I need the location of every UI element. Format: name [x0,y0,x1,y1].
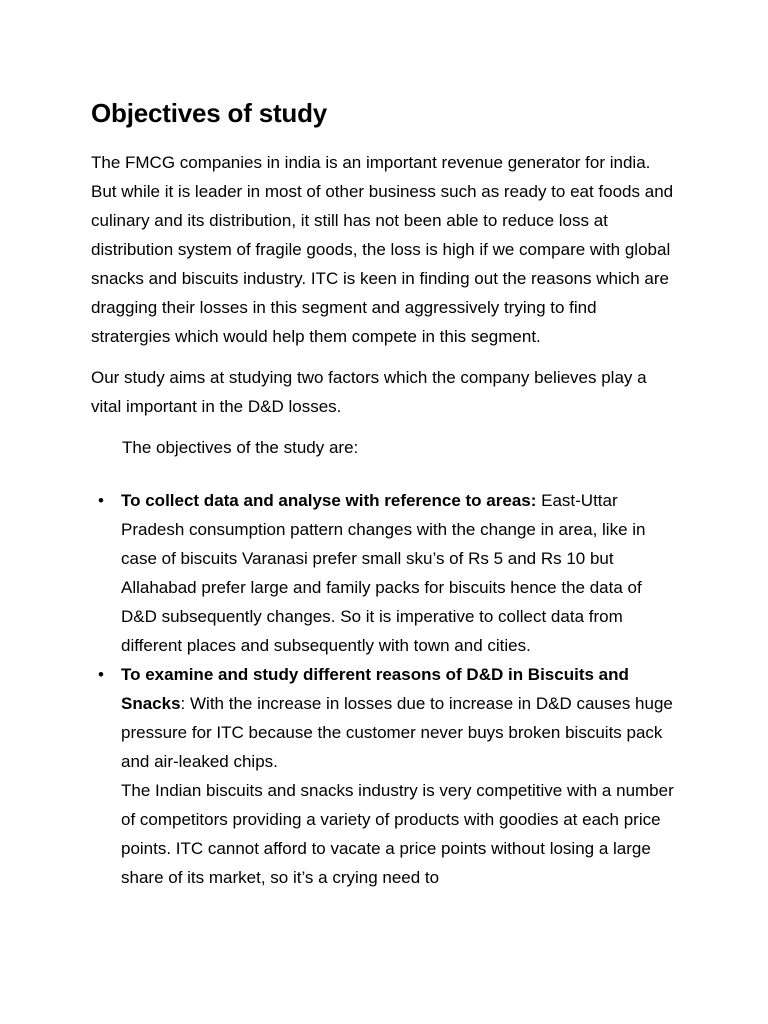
list-item [91,486,676,660]
list-item [91,660,676,892]
objective-text: : With the increase in losses due to increase in D&D causes huge pressure for ITC because the customer never buys broken biscuits pack and air-leaked chips. [121,694,673,771]
page-title: Objectives of study [91,98,328,128]
bullet-icon: • [98,665,104,684]
objective-continuation: The Indian biscuits and snacks industry is very competitive with a number of competitors providing a variety of products with goodies at each price points. ITC cannot afford to vacate a price points without losing a large share of its market, so it’s a crying need to [121,781,674,887]
objective-text: East-Uttar Pradesh consumption pattern changes with the change in area, like in case of biscuits Varanasi prefer small sku’s of Rs 5 and Rs 10 but Allahabad prefer large and family packs for biscuits hence the data of D&D subsequently changes. So it is imperative to collect data from different places and subsequently with town and cities. [121,491,646,655]
objective-heading: To collect data and analyse with reference to areas: [121,491,537,510]
study-aim-paragraph: Our study aims at studying two factors which the company believes play a vital important in the D&D losses. [91,368,647,416]
objectives-list [91,486,676,892]
objectives-intro: The objectives of the study are: [122,438,359,457]
bullet-icon: • [98,491,104,510]
objective-heading: To examine and study different reasons of D&D in Biscuits and Snacks [121,665,629,713]
intro-paragraph: The FMCG companies in india is an important revenue generator for india. But while it is leader in most of other business such as ready to eat foods and culinary and its distribution, it still has not been able to reduce loss at distribution system of fragile goods, the loss is high if we compare with global snacks and biscuits industry. ITC is keen in finding out the reasons which are dragging their losses in this segment and aggressively trying to find stratergies which would help them compete in this segment. [91,153,674,346]
